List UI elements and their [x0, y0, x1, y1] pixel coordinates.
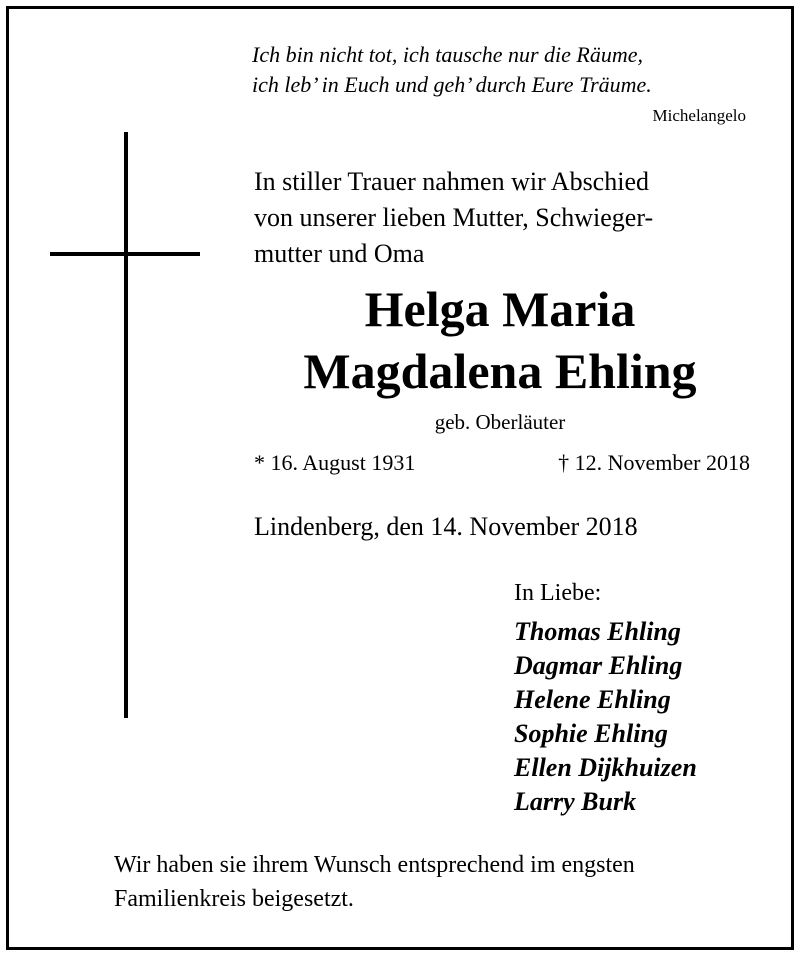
- intro-text: [254, 164, 764, 272]
- deceased-name: [250, 278, 750, 402]
- maiden-name: geb. Oberläuter: [434, 410, 566, 434]
- mourner-name: Sophie Ehling: [514, 719, 668, 748]
- intro-line: In stiller Trauer nahmen wir Abschied: [254, 167, 649, 196]
- quote: [252, 40, 752, 100]
- mourner-name: Helene Ehling: [514, 685, 671, 714]
- quote-line: Ich bin nicht tot, ich tausche nur die Räume,: [252, 42, 644, 67]
- name-line: Helga Maria: [364, 281, 636, 337]
- footer-note: [114, 848, 764, 916]
- mourners-list: [514, 615, 697, 819]
- cross-icon-bar: [50, 252, 200, 256]
- footer-line: Wir haben sie ihrem Wunsch entsprechend im engsten: [114, 852, 635, 878]
- mourner-name: Larry Burk: [514, 787, 637, 816]
- death-date: † 12. November 2018: [558, 450, 750, 475]
- birth-date: * 16. August 1931: [254, 450, 416, 475]
- in-love-label: In Liebe:: [514, 580, 602, 606]
- mourner-name: Dagmar Ehling: [514, 651, 683, 680]
- intro-line: mutter und Oma: [254, 239, 425, 268]
- quote-author: Michelangelo: [652, 106, 746, 125]
- place-date: Lindenberg, den 14. November 2018: [254, 512, 638, 541]
- name-line: Magdalena Ehling: [303, 343, 697, 399]
- cross-icon: [124, 132, 128, 718]
- mourner-name: Thomas Ehling: [514, 617, 681, 646]
- intro-line: von unserer lieben Mutter, Schwieger-: [254, 203, 654, 232]
- mourner-name: Ellen Dijkhuizen: [514, 753, 697, 782]
- quote-line: ich leb’ in Euch und geh’ durch Eure Träume.: [252, 72, 652, 97]
- footer-line: Familienkreis beigesetzt.: [114, 886, 354, 912]
